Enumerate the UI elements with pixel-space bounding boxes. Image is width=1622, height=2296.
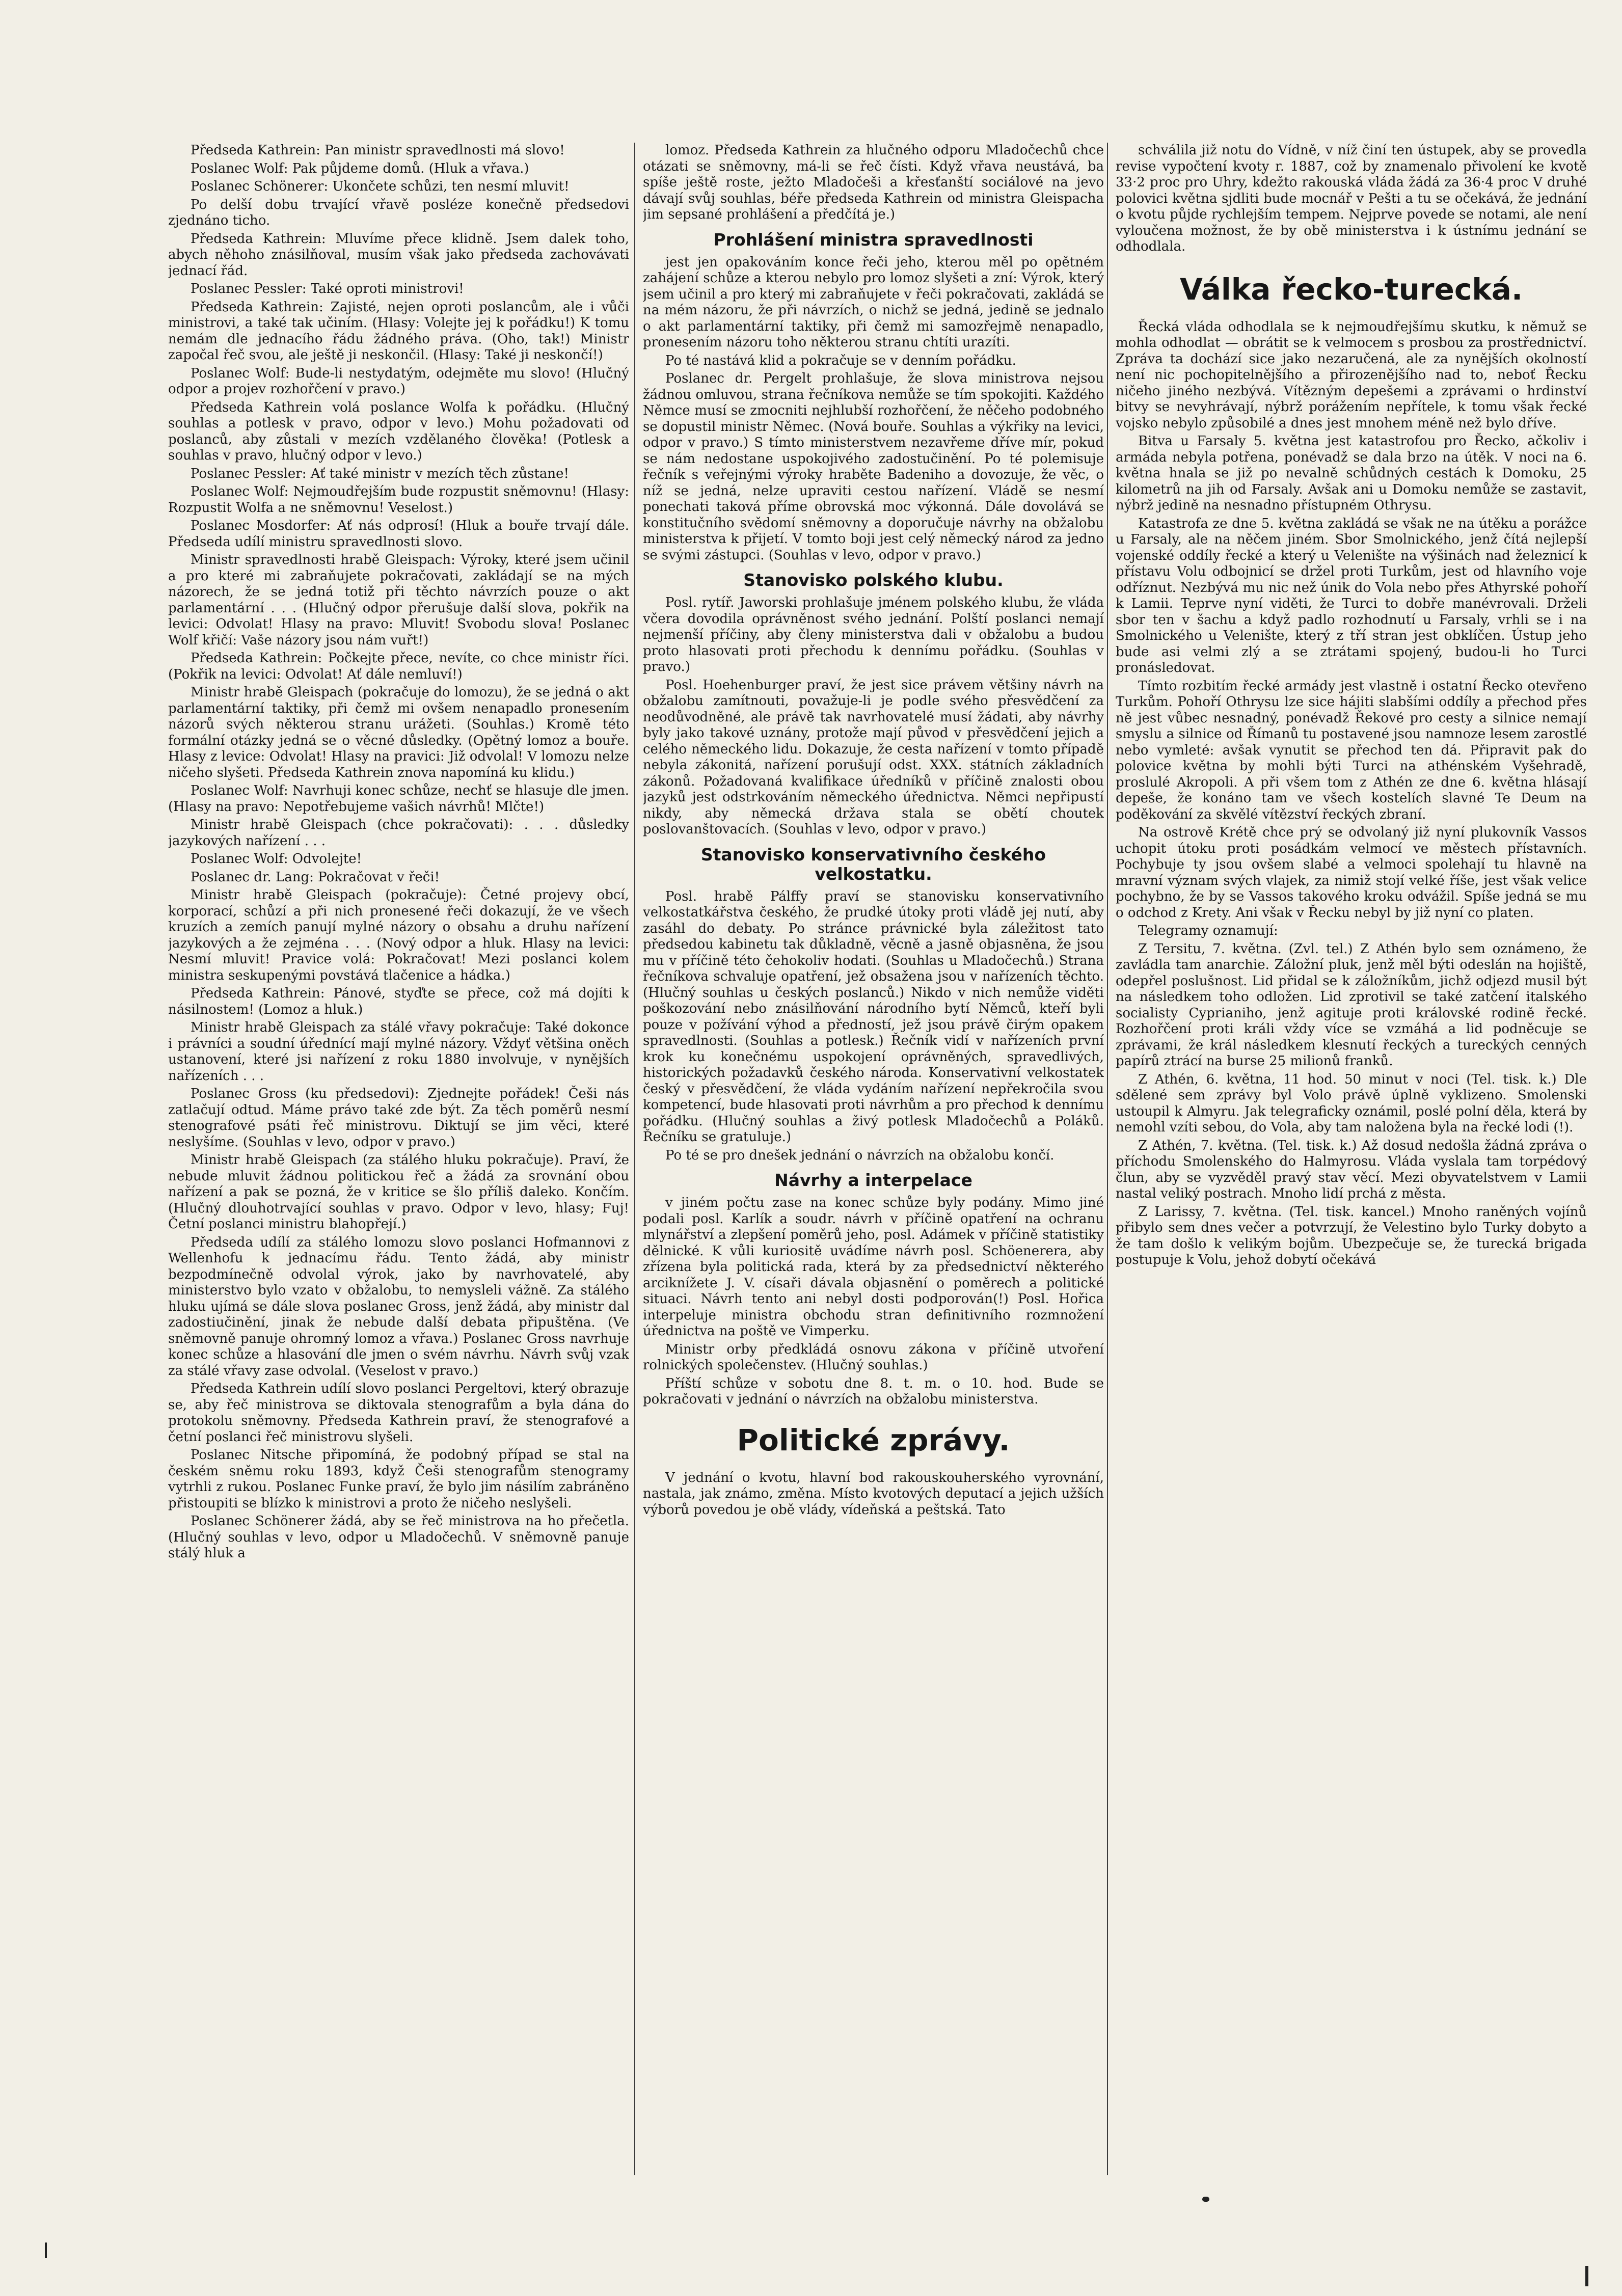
article-paragraph: Ministr hrabě Gleispach (chce pokračovati): . . . důsledky jazykových nařízení . . . bbox=[168, 817, 629, 849]
article-paragraph: Katastrofa ze dne 5. května zakládá se však ne na útěku a porážce u Farsaly, ale na něčem jiném. Sbor Smolnického, jenž čítá nejlepší vojenské oddíly řecké a který u Velenište na výšinách nad železnicí k přístavu Volu odbojnicí se držel proti Turkům, jest od hlavního voje odříznut. Nezbývá mu nic než únik do Vola nebo přes Athyrské pohoří k Lamii. Teprve nyní viděti, že Turci to dobře manévrovali. Drželi sbor ten v šachu a když padlo rozhodnutí u Farsaly, vrhli se i na Smolnického u Velenište, který z tří stran jest obklíčen. Ústup jeho bude asi velmi zlý a se ztrátami spojený, budou-li ho Turci pronásledovat. bbox=[1116, 516, 1587, 676]
article-paragraph: Telegramy oznamují: bbox=[1138, 923, 1278, 938]
article-paragraph: Poslanec Gross (ku předsedovi): Zjednejte pořádek! Češi nás zatlačují odtud. Máme právo také zde být. Za těch poměrů nesmí stenografové psáti řeč ministrovu. Diktují se jim věci, které neslyšíme. (Souhlas v levo, odpor v pravo.) bbox=[168, 1086, 629, 1150]
article-paragraph: Na ostrově Krétě chce prý se odvolaný již nyní plukovník Vassos uchopit útoku proti posádkám velmocí ve městech přístavních. Pochybuje ty jsou ovšem slabé a velmoci spolehají tu hlavně na mravní význam svých vlajek, za nimiž stojí velké říše, jest však velice pochybno, že by se Vassos takového kroku odvážil. Spíše jedná se mu o odchod z Krety. Ani však v Řecku nebyl by již nyní co platen. bbox=[1116, 825, 1587, 921]
article-paragraph: Poslanec Wolf: Pak půjdeme domů. (Hluk a vřava.) bbox=[191, 160, 529, 176]
section-title: Politické zprávy. bbox=[737, 1422, 1010, 1457]
column-right bbox=[1116, 143, 1587, 2175]
article-paragraph: Řecká vláda odhodlala se k nejmoudřejšímu skutku, k němuž se mohla odhodlat — obrátit se k velmocem s prosbou za prostřednictví. Zpráva ta dochází sice jako nezaručená, ale za nynějších okolností není nic pochopitelnějšího a přirozenějšího nad to, neboť Řecku ničeho jiného nezbývá. Vítězným depešemi a zprávami o hrdinství bitvy se nevyhrávají, nýbrž porážením nepřítele, k tomu však řecké vojsko nebylo způsobilé a dnes jest mnohem méně než bylo dříve. bbox=[1116, 319, 1587, 431]
section-heading: Návrhy a interpelace bbox=[774, 1170, 972, 1190]
article-paragraph: lomoz. Předseda Kathrein za hlučného odporu Mladočechů chce otázati se sněmovny, má-li se řeč čísti. Když vřava neustává, ba spíše ještě roste, ježto Mladočeši a křesťanští sociálové na jevo dávají svůj souhlas, béře předseda Kathrein od ministra Gleispacha jim sepsané prohlášení a předčítá je.) bbox=[643, 143, 1104, 222]
article-paragraph: Ministr hrabě Gleispach (pokračuje do lomozu), že se jedná o akt parlamentární taktiky, při čemž mi ovšem nenapadlo pronesením názorů svých některou stranu urážeti. (Souhlas.) Kromě této formální otázky jedná se o věcné důsledky. (Opětný lomoz a bouře. Hlasy z levice: Odvolat! Hlasy na pravici: Již odvolal! V lomozu nelze ničeho slyšeti. Předseda Kathrein znova napomíná ku klidu.) bbox=[168, 685, 629, 780]
article-paragraph: V jednání o kvotu, hlavní bod rakouskouherského vyrovnání, nastala, jak známo, změna. Místo kvotových deputací a jejich užších výborů povedou je obě vlády, vídeňská a peštská. Tato bbox=[643, 1470, 1104, 1518]
article-paragraph: Poslanec Pessler: Také oproti ministrovi! bbox=[191, 281, 464, 296]
section-heading: Stanovisko polského klubu. bbox=[743, 570, 1004, 590]
article-paragraph: Poslanec Schönerer: Ukončete schůzi, ten nesmí mluvit! bbox=[191, 179, 570, 194]
column-middle bbox=[643, 143, 1104, 2175]
article-paragraph: Poslanec Pessler: Ať také ministr v mezích těch zůstane! bbox=[191, 466, 569, 481]
article-paragraph: Předseda udílí za stálého lomozu slovo poslanci Hofmannovi z Wellenhofu k jednacímu řádu. Tento žádá, aby ministr bezpodmínečně odvolal výrok, jako by navrhovatelé, aby ministerstvo bylo vzato v obžalobu, to nemysleli vážně. Za stálého hluku ujímá se dále slova poslanec Gross, jenž žádá, aby ministr dal zadostiučinění, jinak že nebude další debata připuštěna. (Ve sněmovně panuje ohromný lomoz a vřava.) Poslanec Gross navrhuje konec schůze a hlasování dle jmen o svém návrhu. Návrh svůj vzak za stálé vřavy zase odvolal. (Veselost v pravo.) bbox=[168, 1234, 629, 1379]
article-paragraph: Poslanec Wolf: Bude-li nestydatým, odejměte mu slovo! (Hlučný odpor a projev rozhořčení v pravo.) bbox=[168, 365, 629, 397]
article-paragraph: Poslanec Schönerer žádá, aby se řeč ministrova na ho přečetla. (Hlučný souhlas v levo, odpor u Mladočechů. V sněmovně panuje stálý hluk a bbox=[168, 1514, 629, 1561]
article-paragraph: Bitva u Farsaly 5. května jest katastrofou pro Řecko, ačkoliv i armáda nebyla potřena, ponévadž se dala brzo na útěk. V noci na 6. května hnala se již po nevalně schůdných cestách k Domoku, 25 kilometrů na jih od Farsaly. Avšak ani u Domoku nemůže se zastavit, nýbrž jedině na nesnadno přístupném Othrysu. bbox=[1116, 434, 1587, 513]
article-paragraph: Poslanec dr. Lang: Pokračovat v řeči! bbox=[191, 869, 440, 885]
article-paragraph: Poslanec dr. Pergelt prohlašuje, že slova ministrova nejsou žádnou omluvou, strana řečníkova nemůže se tím spokojiti. Každého Němce musí se zmocniti nejhlubší rozhořčení, že něčeho podobného se dopustil ministr Němec. (Nová bouře. Souhlas a výkřiky na levici, odpor v pravo.) S tímto ministerstvem nezavřeme dříve mír, pokud se nám nedostane uspokojivého zadostučinění. Po té polemisuje řečník s veřejnými výroky hraběte Badeniho a dovozuje, že věc, o níž se jedná, nelze upraviti cestou nařízení. Vládě se nesmí ponechati taková příme obrovská moc výkonná. Dále dovolává se konstitučního svědomí sněmovny a doporučuje návrhy na obžalobu ministerstva k přijetí. V tomto boji jest celý německý národ za jedno se svými zástupci. (Souhlas v levo, odpor v pravo.) bbox=[643, 371, 1104, 563]
article-paragraph: Předseda Kathrein: Pan ministr spravedlnosti má slovo! bbox=[191, 143, 565, 158]
article-paragraph: Po delší dobu trvající vřavě posléze konečně předsedovi zjednáno ticho. bbox=[168, 197, 629, 228]
article-paragraph: Po té se pro dnešek jednání o návrzích na obžalobu končí. bbox=[665, 1147, 1055, 1163]
article-paragraph: Předseda Kathrein: Pánové, styďte se přece, což má dojíti k násilnostem! (Lomoz a hluk.) bbox=[168, 986, 629, 1017]
article-paragraph: Tímto rozbitím řecké armády jest vlastně i ostatní Řecko otevřeno Turkům. Pohoří Othrysu lze sice hájiti slabšími oddíly a přechod přes ně jest vůbec nesnadný, ponévadž Řekové pro cesty a silnice nemají smyslu a silnice od Římanů tu postavené jsou namnoze lesem zarostlé nebo vymleté: avšak vynutit se přechod ten dá. Připravit pak do polovice května by mohli býti Turci na athénském Vyšehradě, proslulé Akropoli. A při všem tom z Athén ze dne 6. května hlásají depeše, že konáno tam ve všech kostelích slavné Te Deum na poděkování za skvělé vítězství řeckých zbraní. bbox=[1116, 678, 1587, 822]
section-title: Válka řecko-turecká. bbox=[1180, 272, 1523, 307]
article-paragraph: Ministr orby předkládá osnovu zákona v příčině utvoření rolnických společenstev. (Hlučný souhlas.) bbox=[643, 1341, 1104, 1373]
article-paragraph: jest jen opakováním konce řeči jeho, kterou měl po opětném zahájení schůze a kterou nebylo pro lomoz slyšeti a zní: Výrok, který jsem učinil a pro který mi zabraňujete v řeči pokračovati, zakládá se na mém názoru, že při návrzích, o nichž se jedná, jedině se jednalo o akt parlamentární taktiky, při čemž mi samozřejmě nenapadlo, pronesením názoru toho některou stranu chtíti urazíti. bbox=[643, 254, 1104, 350]
section-heading: Stanovisko konservativního českého velkostatku. bbox=[700, 844, 1046, 884]
article-paragraph: v jiném počtu zase na konec schůze byly podány. Mimo jiné podali posl. Karlík a soudr. návrh v příčině opatření na ochranu mlynářství a zlepšení poměrů jeho, posl. Adámek v příčině statistiky dělnické. K vůli kuriositě uvádíme návrh posl. Schöenerera, aby zřízena byla politická rada, která by za předsednictví některého arciknížete J. V. císaři dávala objasnění o poměrech a politické situaci. Návrh tento ani nebyl dosti podporován(!) Posl. Hořica interpeluje ministra obchodu stran definitivního rozmnožení úřednictva na poště ve Vimperku. bbox=[643, 1195, 1104, 1339]
article-paragraph: Z Athén, 6. května, 11 hod. 50 minut v noci (Tel. tisk. k.) Dle sdělené sem zprávy byl Volo právě úplně vyklizeno. Smolenski ustoupil k Almyru. Jak telegraficky oznámil, poslé polní děla, která by nemohl vzíti sebou, do Vola, aby tam naložena byla na řecké lodi (!). bbox=[1116, 1071, 1587, 1135]
article-paragraph: Ministr hrabě Gleispach (pokračuje): Četné projevy obcí, korporací, schůzí a při nich pronesené řeči dokazují, že ve všech kruzích a zemích panují mylné názory o obsahu a druhu nařízení jazykových a že zejména . . . (Nový odpor a hluk. Hlasy na levici: Nesmí mluvit! Pravice volá: Pokračovat! Mezi poslanci kolem ministra seskupenými povstává tlačenice a hádka.) bbox=[168, 887, 629, 983]
scan-edge-mark bbox=[45, 2243, 47, 2258]
article-paragraph: Z Athén, 7. května. (Tel. tisk. k.) Až dosud nedošla žádná zpráva o příchodu Smolenského do Halmyrosu. Vláda vyslala tam torpédový člun, aby se vyzvěděl pravý stav věcí. Mezi obyvatelstvem v Lamii nastal veliký postrach. Mnoho lidí prchá z města. bbox=[1116, 1138, 1587, 1201]
column-left bbox=[168, 143, 629, 2175]
article-paragraph: Poslanec Wolf: Odvolejte! bbox=[191, 851, 362, 867]
article-paragraph: Poslanec Mosdorfer: Ať nás odprosí! (Hluk a bouře trvají dále. Předseda udílí ministru spravedlnosti slovo. bbox=[168, 518, 629, 550]
article-paragraph: Ministr hrabě Gleispach za stálé vřavy pokračuje: Také dokonce i právníci a soudní úřednící mají mylné názory. Vždyť většina oněch ustanovení, které jsi nařízení z roku 1880 involvuje, v nynějších nařízeních . . . bbox=[168, 1020, 629, 1084]
article-paragraph: Ministr spravedlnosti hrabě Gleispach: Výroky, které jsem učinil a pro které mi zabraňujete pokračovati, zakládají se na mých názorech, že se jedná totiž při těchto návrzích pouze o akt parlamentární . . . (Hlučný odpor přerušuje další slova, pokřik na levici: Odvolat! Hlasy na pravo: Mluvit! Svobodu slova! Poslanec Wolf křičí: Vaše názory jsou nám vuřt!) bbox=[168, 552, 629, 648]
column-rule bbox=[1107, 143, 1108, 2175]
section-heading: Prohlášení ministra spravedlnosti bbox=[713, 229, 1034, 250]
article-paragraph: Poslanec Wolf: Navrhuji konec schůze, nechť se hlasuje dle jmen. (Hlasy na pravo: Nepotřebujeme vašich návrhů! Mlčte!) bbox=[168, 783, 629, 815]
article-paragraph: Z Larissy, 7. května. (Tel. tisk. kancel.) Mnoho raněných vojínů přibylo sem dnes večer a potvrzují, že Velestino bylo Turky dobyto a že tam došlo k velikým bojům. Ubezpečuje se, že turecká brigada postupuje k Volu, jehož dobytí očekává bbox=[1116, 1204, 1587, 1267]
article-paragraph: Posl. hrabě Pálffy praví se stanovisku konservativního velkostatkářstva českého, že prudké útoky proti vládě jej nutí, aby zasáhl do debaty. Po stránce právnické byla záležitost tato předsedou kabinetu tak důkladně, věcně a jasně objasněna, že jsou mu v příčině této čehokoliv hodati. (Souhlas u Mladočechů.) Strana řečníkova schvaluje opatření, jež obsažena jsou v nařízeních těchto. (Hlučný souhlas u českých poslanců.) Nikdo v nich nemůže viděti poškozování nebo znásilňování národního bytí Němců, kteří byli pouze v požívání výhod a předností, jež jsou právě čirým opakem spravedlnosti. (Souhlas a potlesk.) Řečník vidí v nařízeních první krok ku konečnému uspokojení oprávněných, spravedlivých, historických požadavků českého národa. Konservativní velkostatek český v přesvědčení, že vláda vydáním nařízení nepřekročila svou kompetencí, bude hlasovati proti návrhům a pro přechod k dennímu pořádku. (Hlučný souhlas a živý potlesk Mladočechů a Poláků. Řečníku se gratuluje.) bbox=[643, 888, 1104, 1145]
ink-dot bbox=[1202, 2197, 1209, 2202]
article-paragraph: Předseda Kathrein: Počkejte přece, nevíte, co chce ministr říci. (Pokřik na levici: Odvolat! Ať dále nemluví!) bbox=[168, 651, 629, 682]
article-paragraph: Po té nastává klid a pokračuje se v denním pořádku. bbox=[665, 353, 1016, 368]
article-paragraph: Posl. Hoehenburger praví, že jest sice právem většiny návrh na obžalobu zamítnouti, považuje-li je podle svého přesvědčení za neodůvodněné, ale právě tak navrhovatelé musí žádati, aby návrhy byly jako takové uznány, protože mají původ v přesvědčení jejich a celého německého lidu. Dokazuje, že cesta nařízení v tomto případě nebyla zákonitá, nařízení porušují odst. XXX. státních základních zákonů. Požadovaná kvalifikace úředníků v příčině znalosti obou jazyků jest odstrkováním německého úřednictva. Němci nepřipustí nikdy, aby německá država stala se obětí choutek poslovanštovacích. (Souhlas v levo, odpor v pravo.) bbox=[643, 677, 1104, 837]
article-paragraph: Předseda Kathrein: Zajisté, nejen oproti poslancům, ale i vůči ministrovi, a také tak učiním. (Hlasy: Volejte jej k pořádku!) K tomu nemám dle jednacího řádu žádného práva. (Oho, tak!) Ministr započal řeč svou, ale ještě ji neskončil. (Hlasy: Také ji neskončí!) bbox=[168, 299, 629, 363]
column-rule bbox=[634, 143, 635, 2175]
article-paragraph: Z Tersitu, 7. května. (Zvl. tel.) Z Athén bylo sem oznámeno, že zavládla tam anarchie. Záložní pluk, jenž měl býti odeslán na hojiště, odepřel poslušnost. Lid přidal se k záložníkům, jichž odjezd musil být na následkem toho odložen. Lid zprotivil se také zatčení italského socialisty Cyprianiho, jenž agituje proti královské rodině řecké. Rozhořčení proti králi vždy více se vzmáhá a lid podněcuje se zprávami, že král následkem klesnutí řeckých a tureckých cenných papírů ztrácí na burse 25 milionů franků. bbox=[1116, 941, 1587, 1069]
article-paragraph: Posl. rytíř. Jaworski prohlašuje jménem polského klubu, že vláda včera dovodila oprávněnost svého jednání. Polští poslanci nemají nejmenší příčiny, aby členy ministerstva dali v obžalobu a budou proto hlasovati proti přechodu k dennímu pořádku. (Souhlas v pravo.) bbox=[643, 595, 1104, 674]
article-paragraph: Poslanec Wolf: Nejmoudřejším bude rozpustit sněmovnu! (Hlasy: Rozpustit Wolfa a ne sněmovnu! Veselost.) bbox=[168, 484, 629, 516]
article-paragraph: Ministr hrabě Gleispach (za stálého hluku pokračuje). Praví, že nebude mluvit žádnou politickou řeč a žádá za srovnání obou nařízení a pak se pozná, že v kritice se šlo příliš daleko. Končím. (Hlučný dlouhotrvající souhlas v pravo. Odpor v levo, hlasy; Fuj! Četní poslanci ministru blahopřejí.) bbox=[168, 1152, 629, 1232]
article-paragraph: Předseda Kathrein: Mluvíme přece klidně. Jsem dalek toho, abych něhoho znásilňoval, musím však jako předseda zachovávati jednací řád. bbox=[168, 231, 629, 279]
article-paragraph: schválila již notu do Vídně, v níž činí ten ústupek, aby se provedla revise vypočtení kvoty r. 1887, což by znamenalo přivolení ke kvotě 33·2 proc pro Uhry, kdežto rakouská vláda žádá za 36·4 proc V druhé polovici května sjdliti bude mocnář v Pešti a tu se očekává, že jednání o kvotu půjde rychlejším tempem. Nejprve povede se notami, ale není vyloučena možnost, že by obě ministerstva i k ústnímu jednání se odhodlala. bbox=[1116, 143, 1587, 254]
article-paragraph: Předseda Kathrein volá poslance Wolfa k pořádku. (Hlučný souhlas a potlesk v pravo, odpor v levo.) Mohu požadovati od poslanců, aby zůstali v mezích vzdělaného člověka! (Potlesk a souhlas v pravo, hlučný odpor v levo.) bbox=[168, 399, 629, 463]
article-paragraph: Poslanec Nitsche připomíná, že podobný případ se stal na českém sněmu roku 1893, když Češi stenografům stenogramy vytrhli z rukou. Poslanec Funke praví, že bylo jim násilím zabráněno přistoupiti se blízko k ministrovi a proto že ničeho neslyšeli. bbox=[168, 1447, 629, 1511]
scan-edge-mark bbox=[1585, 2266, 1588, 2286]
article-paragraph: Předseda Kathrein udílí slovo poslanci Pergeltovi, který obrazuje se, aby řeč ministrova se diktovala stenografům a byla dána do protokolu sněmovny. Předseda Kathrein praví, že stenografové a četní poslanci řeč ministrovu slyšeli. bbox=[168, 1381, 629, 1445]
article-paragraph: Příští schůze v sobotu dne 8. t. m. o 10. hod. Bude se pokračovati v jednání o návrzích na obžalobu ministerstva. bbox=[643, 1375, 1104, 1407]
